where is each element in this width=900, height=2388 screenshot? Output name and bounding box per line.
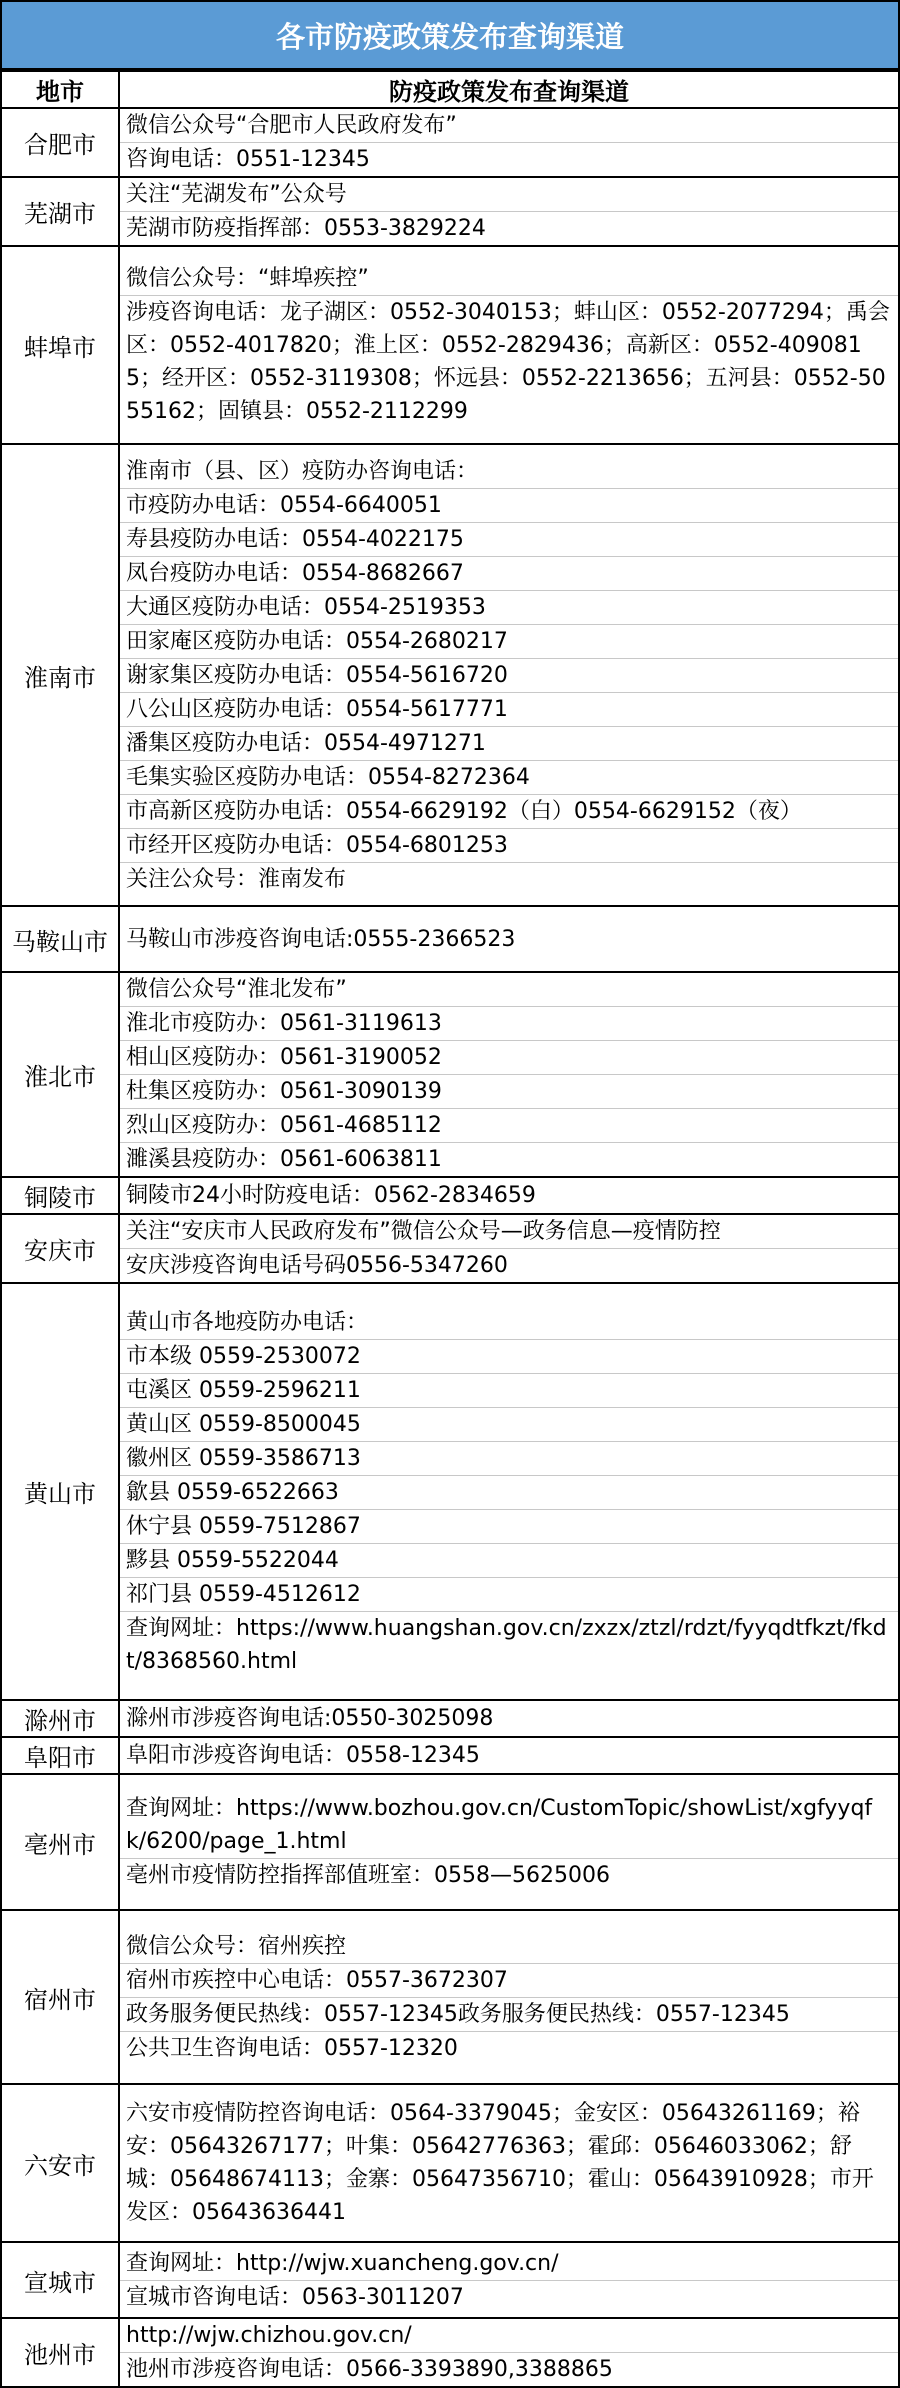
table-row [1,2318,899,2387]
channel-cell [119,1283,899,1700]
channel-line: 马鞍山市涉疫咨询电话:0555-2366523 [126,926,516,952]
table-row [1,1214,899,1283]
channel-line: 黄山区 0559-8500045 [120,1408,898,1442]
channel-cell [119,1214,899,1283]
channel-line: 关注公众号：淮南发布 [126,866,347,892]
city-cell: 芜湖市 [1,177,119,246]
channel-line: 公共卫生咨询电话：0557-12320 [126,2035,458,2061]
channel-line: 政务服务便民热线：0557-12345政务服务便民热线：0557-12345 [120,1998,898,2032]
channel-cell [119,177,899,246]
channel-line: 祁门县 0559-4512612 [120,1578,898,1612]
channel-line: 屯溪区 0559-2596211 [120,1374,898,1408]
channel-line: 寿县疫防办电话：0554-4022175 [120,523,898,557]
channel-line: 濉溪县疫防办：0561-6063811 [126,1147,442,1172]
channel-line: 八公山区疫防办电话：0554-5617771 [120,693,898,727]
table-row [1,1737,899,1774]
channel-line: 市本级 0559-2530072 [120,1340,898,1374]
table-row [1,906,899,972]
channel-line: 关注“芜湖发布”公众号 [120,178,898,212]
channel-line: 凤台疫防办电话：0554-8682667 [120,557,898,591]
channel-line: 安庆涉疫咨询电话号码0556-5347260 [126,1253,508,1278]
channel-line: 微信公众号：“蚌埠疾控” [120,262,898,296]
channel-line: 涉疫咨询电话：龙子湖区：0552-3040153；蚌山区：0552-2077294；禹会区：0552-4017820；淮上区：0552-2829436；高新区：0552-4090815；经开区：0552-3119308；怀远县：0552-2213656；五河县：0552-5055162；固镇县：0552-2112299 [126,300,890,424]
channel-line: 咨询电话：0551-12345 [126,147,370,172]
channel-line: 休宁县 0559-7512867 [120,1510,898,1544]
table-row [1,1910,899,2084]
channel-cell [119,1910,899,2084]
channel-line: 微信公众号“淮北发布” [120,973,898,1007]
channel-line: 池州市涉疫咨询电话：0566-3393890,3388865 [126,2357,613,2382]
table-row [1,2084,899,2242]
table-row [1,1177,899,1214]
channel-line: 淮北市疫防办：0561-3119613 [120,1007,898,1041]
city-cell: 阜阳市 [1,1737,119,1774]
channel-line: 微信公众号：宿州疾控 [120,1930,898,1964]
city-cell: 合肥市 [1,108,119,177]
channel-cell [119,1737,899,1774]
page-title: 各市防疫政策发布查询渠道 [0,0,900,70]
channel-cell [119,906,899,972]
channel-line[interactable]: http://wjw.chizhou.gov.cn/ [120,2319,898,2353]
channel-line[interactable]: 查询网址：http://wjw.xuancheng.gov.cn/ [120,2247,898,2281]
city-cell: 淮南市 [1,444,119,906]
city-cell: 马鞍山市 [1,906,119,972]
channel-table [0,70,900,2388]
table-row [1,1774,899,1910]
channel-line: 宿州市疾控中心电话：0557-3672307 [120,1964,898,1998]
channel-line: 阜阳市涉疫咨询电话：0558-12345 [126,1743,480,1768]
channel-line: 市疫防办电话：0554-6640051 [120,489,898,523]
channel-cell [119,1177,899,1214]
channel-line[interactable]: 查询网址：https://www.huangshan.gov.cn/zxzx/ztzl/rdzt/fyyqdtfkzt/fkdt/8368560.html [126,1615,887,1674]
channel-line: 关注“安庆市人民政府发布”微信公众号—政务信息—疫情防控 [120,1215,898,1249]
channel-line: 淮南市（县、区）疫防办咨询电话： [120,455,898,489]
channel-line: 烈山区疫防办：0561-4685112 [120,1109,898,1143]
channel-cell [119,246,899,444]
city-cell: 滁州市 [1,1700,119,1737]
table-row [1,1700,899,1737]
table-row [1,108,899,177]
city-cell: 铜陵市 [1,1177,119,1214]
city-cell: 安庆市 [1,1214,119,1283]
channel-cell [119,2318,899,2387]
channel-line: 黟县 0559-5522044 [120,1544,898,1578]
table-row [1,177,899,246]
channel-cell [119,444,899,906]
header-channel: 防疫政策发布查询渠道 [119,71,899,108]
channel-line: 毛集实验区疫防办电话：0554-8272364 [120,761,898,795]
table-row [1,1283,899,1700]
channel-line[interactable]: 查询网址：https://www.bozhou.gov.cn/CustomTopic/showList/xgfyyqfk/6200/page_1.html [120,1792,898,1859]
channel-cell [119,1700,899,1737]
table-row [1,2242,899,2318]
channel-line: 徽州区 0559-3586713 [120,1442,898,1476]
channel-line: 田家庵区疫防办电话：0554-2680217 [120,625,898,659]
city-cell: 淮北市 [1,972,119,1177]
channel-cell [119,972,899,1177]
city-cell: 六安市 [1,2084,119,2242]
channel-line: 潘集区疫防办电话：0554-4971271 [120,727,898,761]
channel-line: 滁州市涉疫咨询电话:0550-3025098 [126,1706,494,1731]
channel-line: 大通区疫防办电话：0554-2519353 [120,591,898,625]
channel-line: 铜陵市24小时防疫电话：0562-2834659 [126,1183,536,1208]
channel-line: 谢家集区疫防办电话：0554-5616720 [120,659,898,693]
city-cell: 池州市 [1,2318,119,2387]
channel-cell [119,2084,899,2242]
channel-line: 芜湖市防疫指挥部：0553-3829224 [126,216,486,241]
channel-line: 微信公众号“合肥市人民政府发布” [120,109,898,143]
channel-line: 杜集区疫防办：0561-3090139 [120,1075,898,1109]
table-row [1,246,899,444]
city-cell: 蚌埠市 [1,246,119,444]
header-city: 地市 [1,71,119,108]
table-header-row [1,71,899,108]
channel-cell [119,108,899,177]
city-cell: 宿州市 [1,1910,119,2084]
channel-cell [119,2242,899,2318]
city-cell: 亳州市 [1,1774,119,1910]
channel-line: 市高新区疫防办电话：0554-6629192（白）0554-6629152（夜） [120,795,898,829]
city-cell: 宣城市 [1,2242,119,2318]
channel-cell [119,1774,899,1910]
table-row [1,444,899,906]
channel-line: 歙县 0559-6522663 [120,1476,898,1510]
channel-line: 黄山市各地疫防办电话： [120,1306,898,1340]
channel-line: 六安市疫情防控咨询电话：0564-3379045；金安区：05643261169；裕安：05643267177；叶集：05642776363；霍邱：05646033062；舒城：05648674113；金寨：05647356710；霍山：05643910928；市开发区：05643636441 [126,2101,874,2225]
table-row [1,972,899,1177]
channel-line: 相山区疫防办：0561-3190052 [120,1041,898,1075]
channel-line: 宣城市咨询电话：0563-3011207 [126,2284,464,2310]
city-cell: 黄山市 [1,1283,119,1700]
channel-line: 市经开区疫防办电话：0554-6801253 [120,829,898,863]
channel-line: 亳州市疫情防控指挥部值班室：0558—5625006 [126,1863,610,1888]
